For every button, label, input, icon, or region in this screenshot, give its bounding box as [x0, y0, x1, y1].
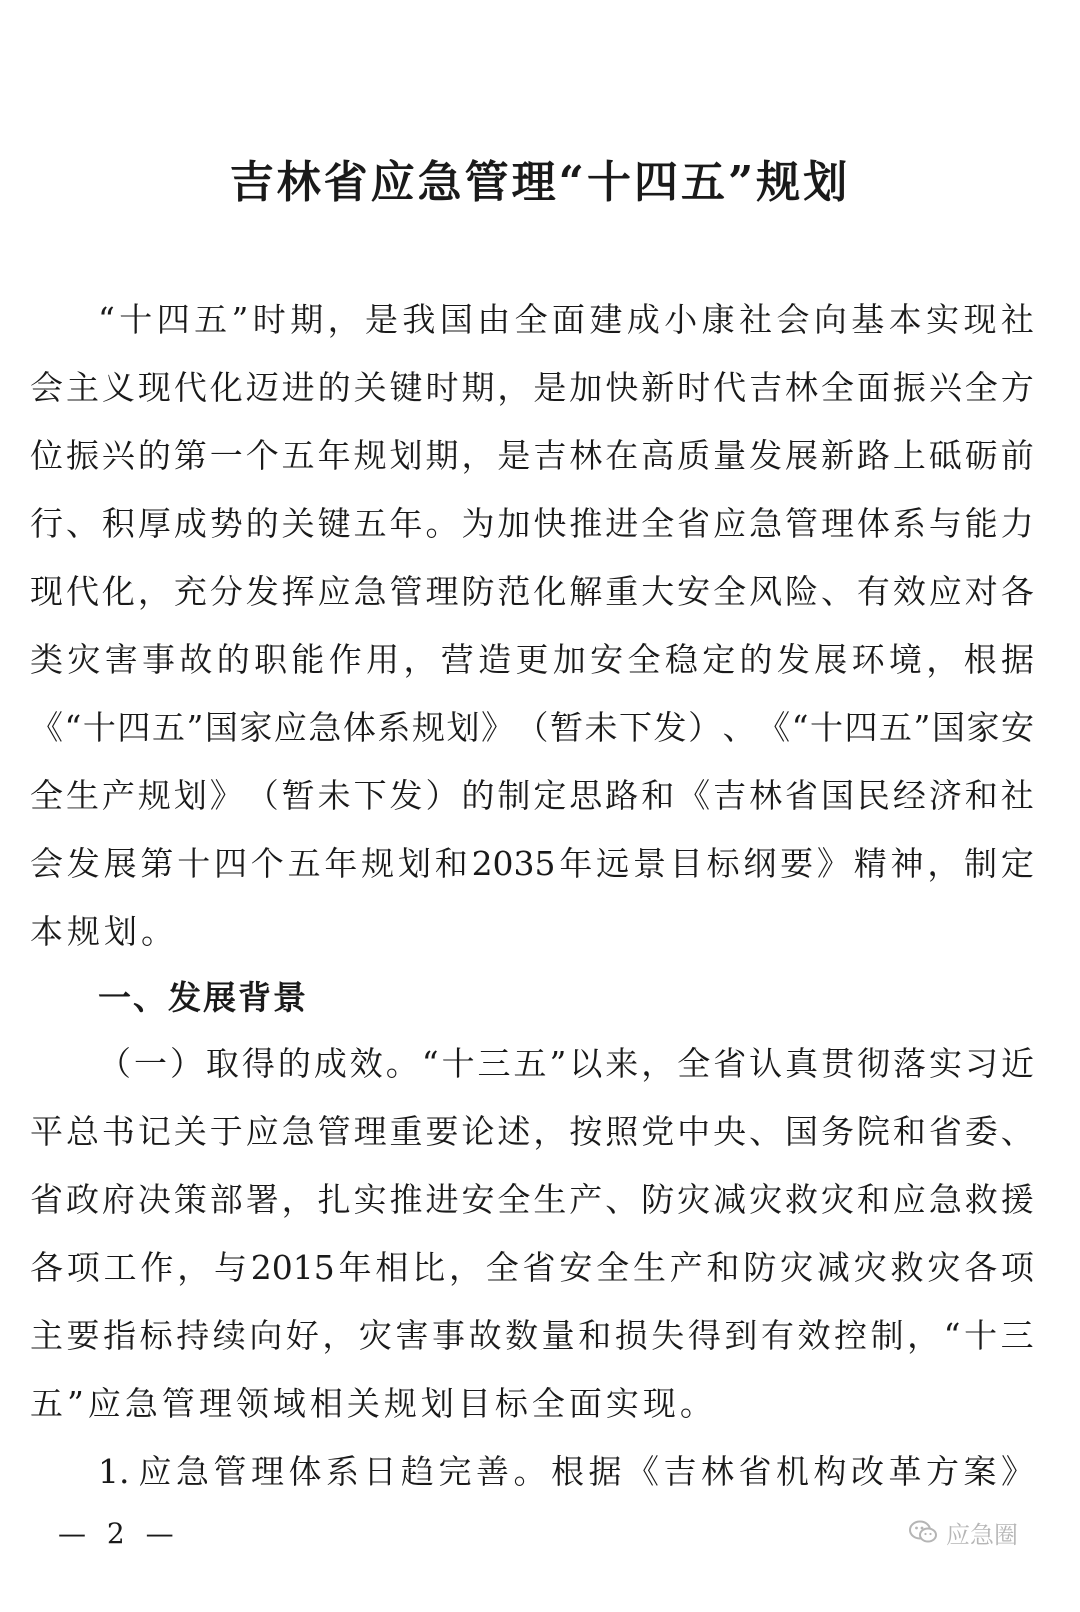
body-line: 1. 应 急 管 理 体 系 日 趋 完 善 。 根 据 《 吉 林 省 机 构 改 革 方 案 》 [98, 1452, 1034, 1491]
body-line: （ 一 ） 取 得 的 成 效 。 “ 十 三 五 ” 以 来 ， 全 省 认 真 贯 彻 落 实 习 近 [98, 1044, 1034, 1083]
body-line: “ 十 四 五 ” 时 期 ， 是 我 国 由 全 面 建 成 小 康 社 会 向 基 本 实 现 社 [98, 300, 1034, 339]
document-title: 吉林省应急管理“十四五”规划 [229, 157, 851, 208]
body-line: 省 政 府 决 策 部 署 ， 扎 实 推 进 安 全 生 产 、 防 灾 减 灾 救 灾 和 应 急 救 援 [30, 1180, 1034, 1219]
body-line: 本规划。 [30, 912, 178, 951]
body-line: 各 项 工 作 ， 与 2015 年 相 比 ， 全 省 安 全 生 产 和 防 灾 减 灾 救 灾 各 项 [30, 1248, 1034, 1287]
body-line: 主 要 指 标 持 续 向 好 ， 灾 害 事 故 数 量 和 损 失 得 到 有 效 控 制 ， “ 十 三 [30, 1316, 1034, 1355]
body-line: 位 振 兴 的 第 一 个 五 年 规 划 期 ， 是 吉 林 在 高 质 量 发 展 新 路 上 砥 砺 前 [30, 436, 1034, 475]
section-heading: 一、发展背景 [98, 978, 308, 1017]
body-line: 类 灾 害 事 故 的 职 能 作 用 ， 营 造 更 加 安 全 稳 定 的 发 展 环 境 ， 根 据 [30, 640, 1034, 679]
body-line: 五”应急管理领域相关规划目标全面实现。 [30, 1384, 717, 1423]
body-line: 会 主 义 现 代 化 迈 进 的 关 键 时 期 ， 是 加 快 新 时 代 吉 林 全 面 振 兴 全 方 [30, 368, 1034, 407]
wechat-icon [908, 1519, 938, 1545]
page-number: — 2 — [58, 1517, 180, 1550]
watermark-text: 应急圈 [946, 1520, 1018, 1549]
watermark [908, 1512, 1018, 1552]
body-line: 行 、 积 厚 成 势 的 关 键 五 年 。 为 加 快 推 进 全 省 应 急 管 理 体 系 与 能 力 [30, 504, 1034, 543]
body-line: 会 发 展 第 十 四 个 五 年 规 划 和 2035 年 远 景 目 标 纲 要 》 精 神 ， 制 定 [30, 844, 1034, 883]
body-line: 全 生 产 规 划 》 （ 暂 未 下 发 ） 的 制 定 思 路 和 《 吉 林 省 国 民 经 济 和 社 [30, 776, 1034, 815]
body-line: 《 “ 十 四 五 ” 国 家 应 急 体 系 规 划 》 （ 暂 未 下 发 ） 、 《 “ 十 四 五 ” 国 家 安 [30, 708, 1034, 747]
body-line: 现 代 化 ， 充 分 发 挥 应 急 管 理 防 范 化 解 重 大 安 全 风 险 、 有 效 应 对 各 [30, 572, 1034, 611]
body-line: 平 总 书 记 关 于 应 急 管 理 重 要 论 述 ， 按 照 党 中 央 、 国 务 院 和 省 委 、 [30, 1112, 1034, 1151]
